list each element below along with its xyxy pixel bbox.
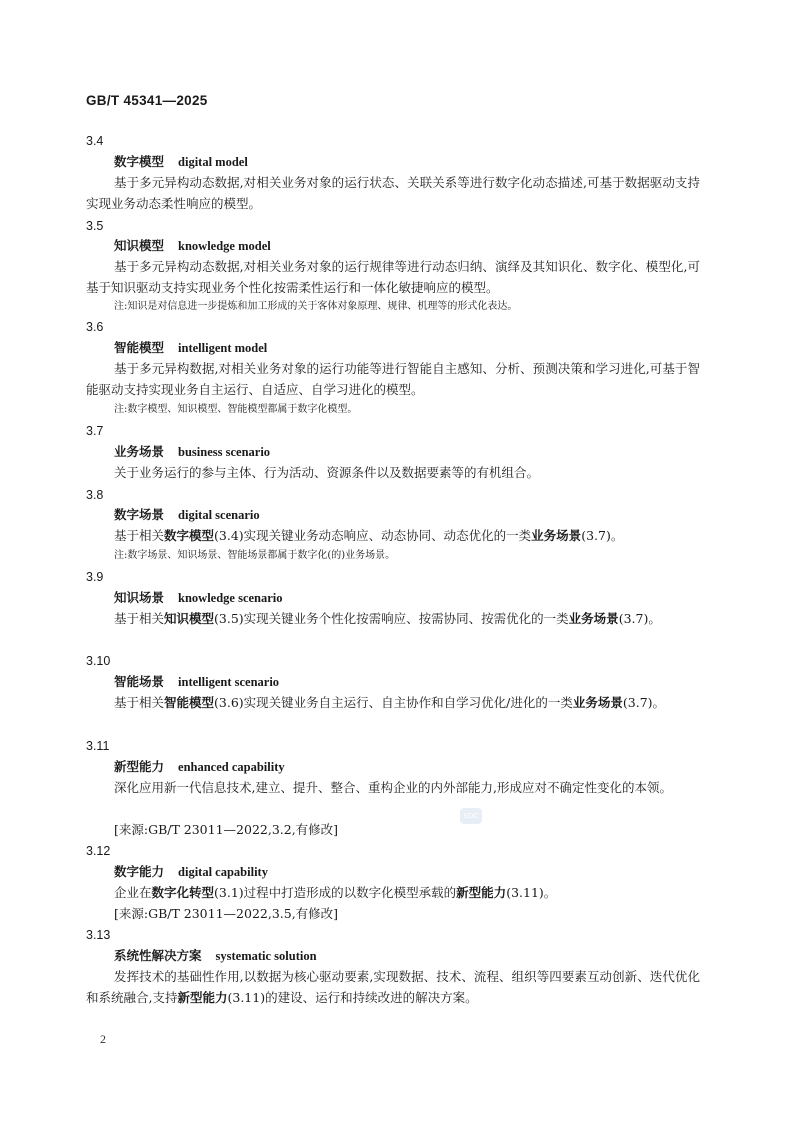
definition: 关于业务运行的参与主体、行为活动、资源条件以及数据要素等的有机组合。: [114, 465, 540, 480]
term-en: enhanced capability: [178, 760, 285, 774]
term-zh: 新型能力: [114, 759, 165, 774]
definition: 基于相关数字模型(3.4)实现关键业务动态响应、动态协同、动态优化的一类业务场景(3.7)。: [114, 528, 624, 543]
document-id: GB/T 45341—2025: [86, 93, 208, 108]
term-en: business scenario: [178, 445, 271, 459]
term-en: intelligent scenario: [178, 675, 280, 689]
term-zh: 业务场景: [114, 444, 165, 459]
definition: 基于多元异构动态数据,对相关业务对象的运行状态、关联关系等进行数字化动态描述,可基于数据驱动支持实现业务动态柔性响应的模型。: [86, 175, 700, 211]
term-en: intelligent model: [178, 341, 268, 355]
definition: 深化应用新一代信息技术,建立、提升、整合、重构企业的内外部能力,形成应对不确定性变化的本领。: [114, 780, 672, 795]
term-reference: 业务场景: [531, 528, 582, 543]
definition: 企业在数字化转型(3.1)过程中打造形成的以数字化模型承载的新型能力(3.11)。: [114, 885, 557, 900]
term-heading: [114, 866, 268, 879]
note: 注:数字模型、知识模型、智能模型都属于数字化模型。: [114, 404, 358, 415]
term-heading: [114, 676, 279, 689]
page-number: 2: [100, 1032, 106, 1046]
term-zh: 数字模型: [114, 154, 165, 169]
term-reference: 知识模型: [164, 611, 215, 626]
entry-number: 3.12: [86, 844, 111, 858]
note: 注:知识是对信息进一步提炼和加工形成的关于客体对象原理、规律、机理等的形式化表达。: [114, 301, 518, 312]
definition: 发挥技术的基础性作用,以数据为核心驱动要素,实现数据、技术、流程、组织等四要素互动创新、迭代优化和系统融合,支持新型能力(3.11)的建设、运行和持续改进的解决方案。: [86, 969, 700, 1005]
term-en: knowledge model: [178, 239, 271, 253]
term-heading: [114, 446, 270, 459]
term-zh: 知识模型: [114, 238, 165, 253]
note: 注:数字场景、知识场景、智能场景都属于数字化(的)业务场景。: [114, 550, 396, 561]
term-heading: [114, 950, 317, 963]
term-reference: 数字化转型: [151, 885, 215, 900]
term-en: knowledge scenario: [178, 591, 283, 605]
entry-number: 3.11: [86, 739, 110, 753]
term-reference: 新型能力: [456, 885, 507, 900]
definition: 基于相关智能模型(3.6)实现关键业务自主运行、自主协作和自学习优化/进化的一类业务场景(3.7)。: [114, 695, 666, 710]
definition: 基于多元异构动态数据,对相关业务对象的运行规律等进行动态归纳、演绎及其知识化、数字化、模型化,可基于知识驱动支持实现业务个性化按需柔性运行和一体化敏捷响应的模型。: [86, 259, 700, 295]
term-en: digital scenario: [178, 508, 260, 522]
entry-number: 3.13: [86, 928, 111, 942]
term-heading: [114, 342, 267, 355]
term-reference: 新型能力: [177, 990, 228, 1005]
source-citation: [来源:GB/T 23011—2022,3.5,有修改]: [114, 906, 339, 921]
term-zh: 智能模型: [114, 340, 165, 355]
term-reference: 智能模型: [164, 695, 215, 710]
definition: 基于多元异构数据,对相关业务对象的运行功能等进行智能自主感知、分析、预测决策和学习进化,可基于智能驱动支持实现业务自主运行、自适应、自学习进化的模型。: [86, 361, 700, 397]
entry-number: 3.5: [86, 219, 104, 233]
term-zh: 数字场景: [114, 507, 165, 522]
term-reference: 数字模型: [164, 528, 215, 543]
term-heading: [114, 156, 248, 169]
entry-number: 3.10: [86, 654, 111, 668]
term-heading: [114, 509, 260, 522]
term-heading: [114, 592, 283, 605]
term-reference: 业务场景: [572, 695, 623, 710]
term-heading: [114, 761, 285, 774]
term-zh: 智能场景: [114, 674, 165, 689]
term-zh: 系统性解决方案: [114, 948, 202, 963]
watermark-logo: SDC: [460, 808, 482, 824]
term-en: digital model: [178, 155, 248, 169]
term-en: digital capability: [178, 865, 268, 879]
term-zh: 数字能力: [114, 864, 165, 879]
entry-number: 3.4: [86, 134, 104, 148]
source-citation: [来源:GB/T 23011—2022,3.2,有修改]: [114, 822, 339, 837]
term-zh: 知识场景: [114, 590, 165, 605]
entry-number: 3.8: [86, 488, 104, 502]
definition: 基于相关知识模型(3.5)实现关键业务个性化按需响应、按需协同、按需优化的一类业务场景(3.7)。: [114, 611, 661, 626]
entry-number: 3.9: [86, 570, 104, 584]
term-heading: [114, 240, 271, 253]
term-en: systematic solution: [215, 949, 317, 963]
term-reference: 业务场景: [568, 611, 619, 626]
entry-number: 3.7: [86, 424, 104, 438]
entry-number: 3.6: [86, 320, 104, 334]
